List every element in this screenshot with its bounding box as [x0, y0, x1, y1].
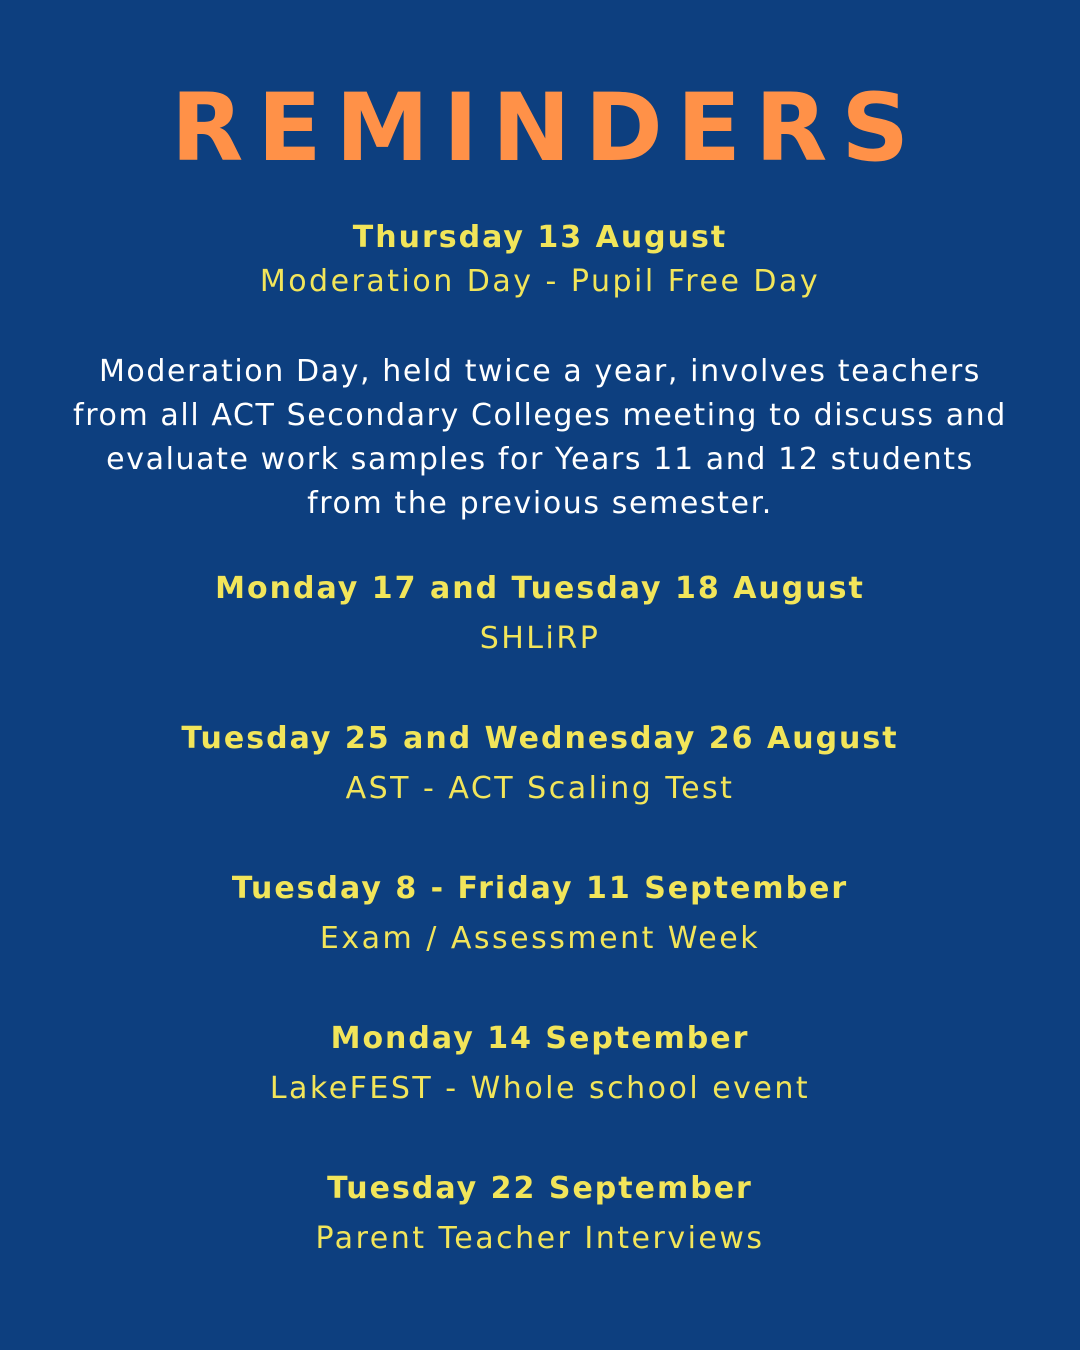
reminder-event: Exam / Assessment Week [319, 921, 761, 956]
reminder-item [0, 1169, 1080, 1259]
reminder-event: LakeFEST - Whole school event [269, 1071, 811, 1106]
page-title: REMINDERS [170, 74, 924, 183]
moderation-day-description: Moderation Day, held twice a year, involves teachers from all ACT Secondary Colleges meeting to discuss and evaluate work samples for Years 11 and 12 students from the previous semester. [73, 354, 1007, 521]
reminder-date: Monday 14 September [330, 1021, 750, 1056]
reminder-item [0, 569, 1080, 659]
reminder-event: SHLiRP [479, 621, 601, 656]
reminder-date: Thursday 13 August [352, 220, 728, 255]
reminder-item [0, 869, 1080, 959]
reminder-event: Moderation Day - Pupil Free Day [259, 264, 821, 299]
reminder-item [0, 719, 1080, 809]
reminder-item [0, 1019, 1080, 1109]
reminder-event: AST - ACT Scaling Test [345, 771, 735, 806]
reminder-date: Monday 17 and Tuesday 18 August [215, 571, 865, 606]
reminder-date: Tuesday 22 September [327, 1171, 753, 1206]
reminder-event: Parent Teacher Interviews [315, 1221, 765, 1256]
reminder-item-moderation-day [0, 218, 1080, 302]
reminder-date: Tuesday 25 and Wednesday 26 August [181, 721, 899, 756]
reminder-date: Tuesday 8 - Friday 11 September [231, 871, 849, 906]
